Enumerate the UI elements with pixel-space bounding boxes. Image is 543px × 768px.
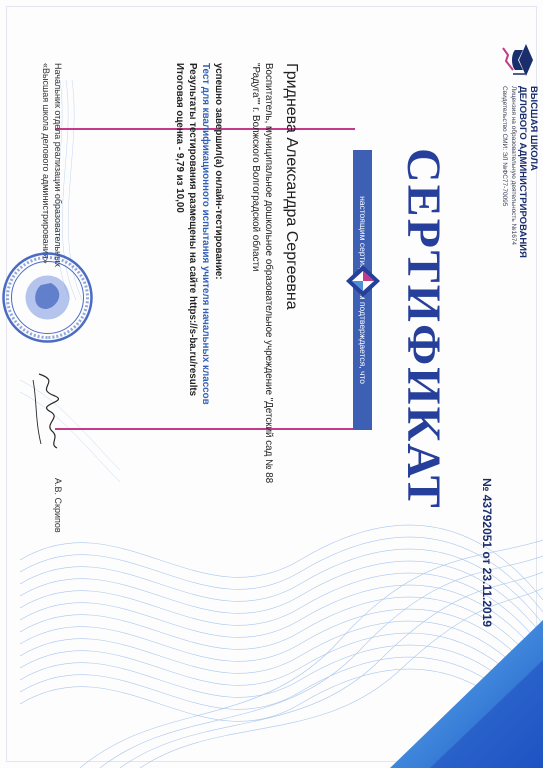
mortarboard-chart-icon: [499, 40, 539, 80]
accent-line-right: [55, 428, 355, 430]
certificate-title: СЕРТИФИКАТ: [397, 148, 450, 510]
license-text: Лицензия на образовательную деятельность №1674: [510, 86, 517, 246]
org-name-line2: ДЕЛОВОГО АДМИНИСТРИРОВАНИЯ: [517, 86, 528, 258]
certificate-number: № 43792051 от 23.11.2019: [480, 478, 494, 628]
signer-name: А.В. Скрипов: [53, 478, 63, 533]
results-website-text: Результаты тестирования размещены на сайте https://s-ba.ru/results: [187, 63, 198, 397]
signer-role-line2: «Высшая школа делового администрирования»: [41, 63, 51, 264]
media-certificate-text: Свидетельство СМИ: ЭЛ №ФС77-70095: [501, 86, 508, 207]
final-score: Итоговая оценка - 9,79 из 10,00: [174, 63, 185, 213]
recipient-name: Гриднева Александра Сергеевна: [283, 63, 300, 310]
handwritten-signature: [28, 370, 73, 450]
org-name-line1: ВЫСШАЯ ШКОЛА: [528, 86, 539, 171]
recipient-position-line2: "Радуга"" г. Волжского Волгоградской области: [250, 63, 261, 272]
signer-role-line1: Начальник отдела реализации образовательных: [53, 63, 63, 268]
diamond-emblem-icon: [345, 264, 381, 298]
round-seal-stamp: [0, 250, 95, 345]
test-name: Тест для квалификационного испытания учителя начальных классов: [200, 63, 211, 405]
confirmation-banner: настоящим подтверждается, что: [353, 150, 372, 430]
completion-text: успешно завершил(а) онлайн-тестирование:: [213, 63, 224, 280]
recipient-position-line1: Воспитатель, муниципальное дошкольное образовательное учреждение "Детский сад № 88: [263, 63, 274, 484]
